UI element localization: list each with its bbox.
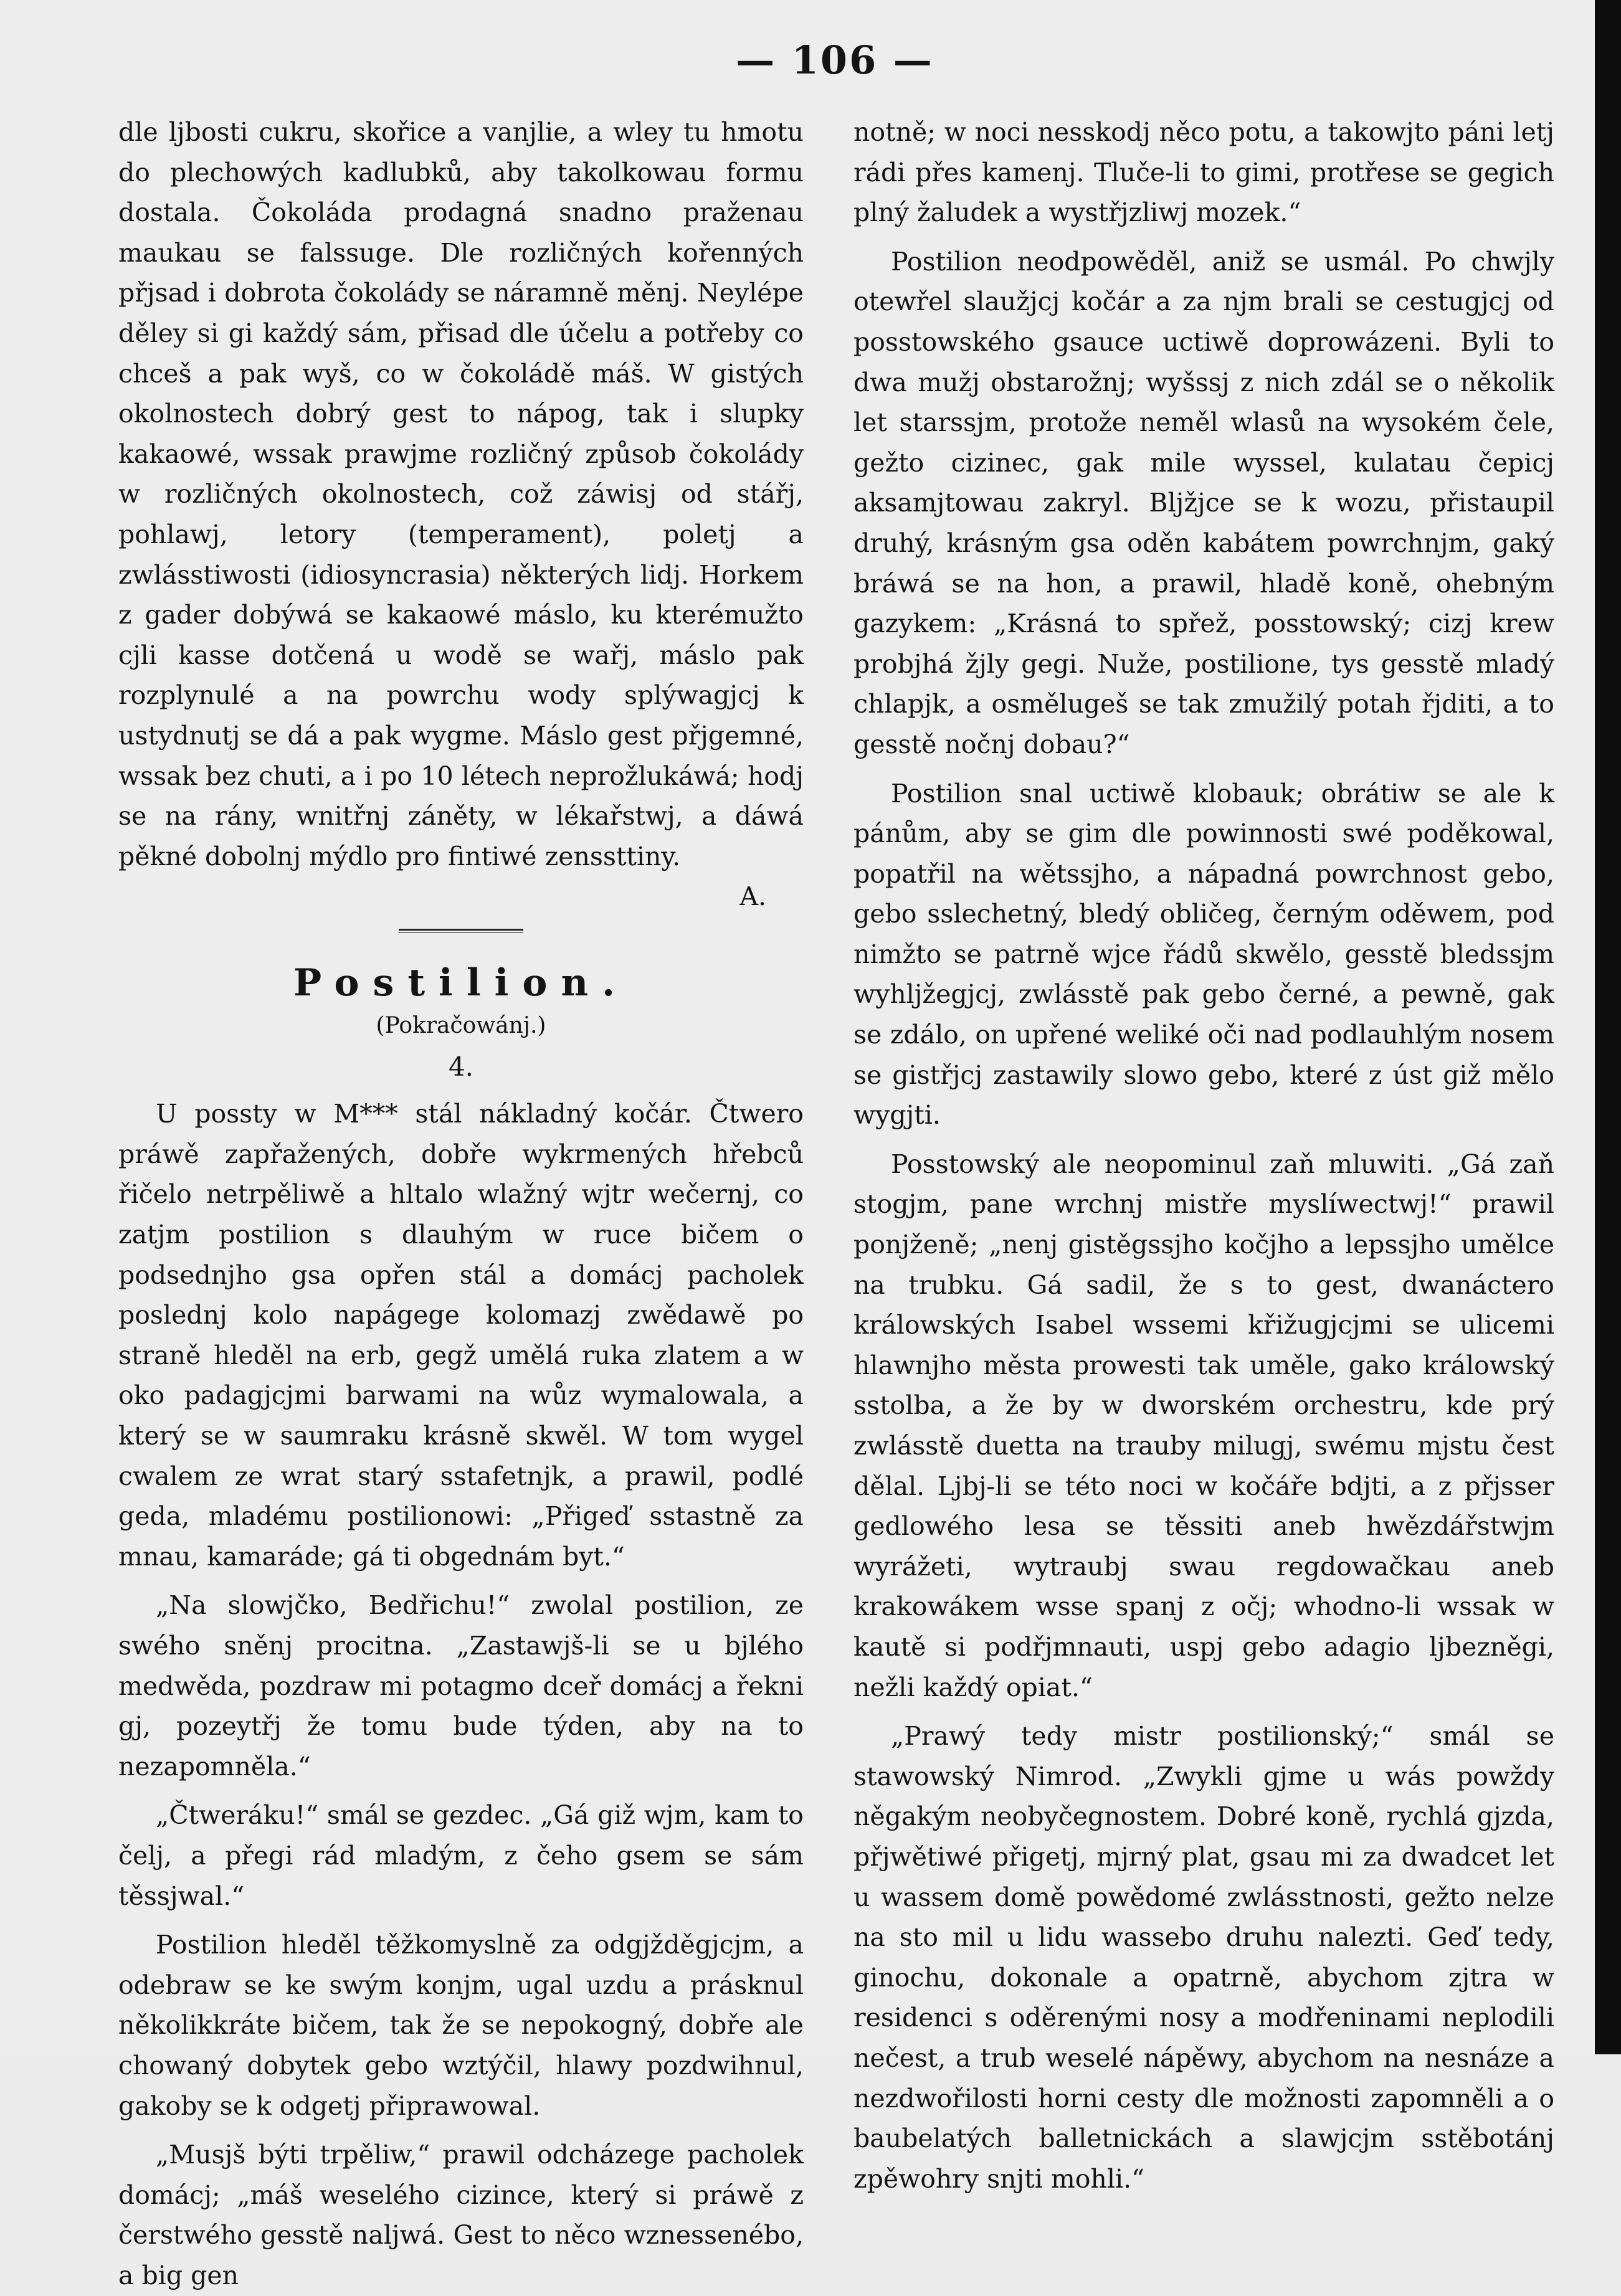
left-column <box>118 112 804 2296</box>
left-paragraph-6: „Musjš býti trpěliw,“ prawil odcházege pacholek domácj; „máš weselého cizince, který si práwě z čerstwého gesstě naljwá. Gest to něco wznessenébo, a big gen <box>118 2140 804 2290</box>
article-title: Postilion. <box>293 961 629 1005</box>
left-paragraph-5: Postilion hleděl těžkomyslně za odgjžděgjcjm, a odebraw se ke swým konjm, ugal uzdu a prásknul několikkráte bičem, tak že se nepokogný, dobře ale chowaný dobytek gebo wztýčil, hlawy pozdwihnul, gakoby se k odgetj připrawowal. <box>118 1930 804 2121</box>
page-number: — 106 — <box>736 37 934 83</box>
left-paragraph-4: „Čtweráku!“ smál se gezdec. „Gá giž wjm, kam to čelj, a přegi rád mladým, z čeho gsem se sám těssjwal.“ <box>118 1800 804 1911</box>
article-subtitle: (Pokračowánj.) <box>376 1013 546 1039</box>
section-divider <box>399 929 523 933</box>
right-paragraph-3: Postilion snal uctiwě klobauk; obrátiw se ale k pánům, aby se gim dle powinnosti swé poděkowal, popatřil na wětssjho, a nápadná powrchnost gebo, gebo sslechetný, bledý obličeg, černým oděwem, pod nimžto se patrně wjce řádů skwělo, gesstě bledssjm wyhljžegjcj, zwlásstě pak gebo černé, a pewně, gak se zdálo, on upřené weliké oči nad podlauhlým nosem se gistřjcj zastawily slowo gebo, které z úst giž mělo wygjti. <box>853 778 1554 1131</box>
left-paragraph-3: „Na slowjčko, Bedřichu!“ zwolal postilion, ze swého sněnj procitna. „Zastawjš-li se u bjlého medwěda, pozdraw mi potagmo dceř domácj a řekni gj, pozeytřj že tomu bude týden, aby na to nezapomněla.“ <box>118 1590 804 1781</box>
scan-border <box>1595 0 1621 2054</box>
right-paragraph-5: „Prawý tedy mistr postilionský;“ smál se stawowský Nimrod. „Zwykli gjme u wás powždy něgakým neobyčegnostem. Dobré koně, rychlá gjzda, přjwětiwé přigetj, mjrný plat, gsau mi za dwadcet let u wassem domě powědomé zwlásstnosti, gežto nelze na sto mil u lidu wassebo druhu nalezti. Geď tedy, ginochu, dokonale a opatrně, abychom zjtra w residenci s oděrenými nosy a modřeninami neplodili nečest, a trub weselé nápěwy, abychom na nesnáze a nezdwořilosti horni cesty dle možnosti zapomněli a o baubelatých balletnickách a slawjcjm sstěbotánj zpěwohry snjti mohli.“ <box>853 1721 1554 2194</box>
right-paragraph-2: Postilion neodpowěděl, aniž se usmál. Po chwjly otewřel slaužjcj kočár a za njm brali se cestugjcj od posstowského gsauce uctiwě doprowázeni. Byli to dwa mužj obstarožnj; wyšssj z nich zdál se o několik let starssjm, protože neměl wlasů na wysokém čele, gežto cizinec, gak mile wyssel, kulatau čepicj aksamjtowau zakryl. Bljžjce se k wozu, přistaupil druhý, krásným gsa oděn kabátem powrchnjm, gaký bráwá se na hon, a prawil, hladě koně, ohebným gazykem: „Krásná to spřež, posstowský; cizj krew probjhá žjly gegi. Nuže, postilione, tys gesstě mladý chlapjk, a osmělugeš se tak zmužilý potah řjditi, a to gesstě nočnj dobau?“ <box>853 246 1554 759</box>
right-paragraph-1: notně; w noci nesskodj něco potu, a takowjto páni letj rádi přes kamenj. Tluče-li to gimi, protřese se gegich plný žaludek a wystřjzliwj mozek.“ <box>853 117 1554 228</box>
left-paragraph-1: dle ljbosti cukru, skořice a vanjlie, a wley tu hmotu do plechowých kadlubků, aby takolkowau formu dostala. Čokoláda prodagná snadno praženau maukau se falssuge. Dle rozličných kořenných přjsad i dobrota čokolády se náramně měnj. Neylépe děley si gi každý sám, přisad dle účelu a potřeby co chceš a pak wyš, co w čokoládě máš. W gistých okolnostech dobrý gest to nápog, tak i slupky kakaowé, wssak prawjme rozličný způsob čokolády w rozličných okolnostech, což záwisj od stářj, pohlawj, letory (temperament), poletj a zwlásstiwosti (idiosyncrasia) některých lidj. Horkem z gader dobýwá se kakaowé máslo, ku kterémužto cjli kasse dotčená u wodě se wařj, máslo pak rozplynulé a na powrchu wody splýwagjcj k ustydnutj se dá a pak wygme. Máslo gest přjgemné, wssak bez chuti, a i po 10 létech neprožlukáwá; hodj se na rány, wnitřnj záněty, w lékařstwj, a dáwá pěkné dobolnj mýdlo pro fintiwé zenssttiny. <box>118 117 804 871</box>
right-column <box>853 112 1554 2199</box>
chapter-number: 4. <box>448 1051 474 1083</box>
right-paragraph-4: Posstowský ale neopominul zaň mluwiti. „Gá zaň stogjm, pane wrchnj mistře myslíwectwj!“ prawil ponjženě; „nenj gistěgssjho kočjho a lepssjho umělce na trubku. Gá sadil, že s to gest, dwanáctero králowských Isabel wssemi křižugjcjmi se ulicemi hlawnjho města prowesti tak uměle, gako králowský sstolba, a že by w dworském orchestru, kde prý zwlásstě duetta na trauby milugj, swému mjstu čest dělal. Ljbj-li se této noci w kočáře bdjti, a z přjsser gedlowého lesa se těssiti aneb hwězdářstwjm wyrážeti, wytraubj swau regdowačkau aneb krakowákem wsse spanj z očj; whodno-li wssak w kautě si podřjmnauti, uspj gebo adagio ljbezněgi, nežli každý opiat.“ <box>853 1149 1554 1702</box>
author-signature: A. <box>739 881 766 912</box>
left-paragraph-2: U possty w M*** stál nákladný kočár. Čtwero práwě zapřažených, dobře wykrmených hřebců řičelo netrpěliwě a hltalo wlažný wjtr wečernj, co zatjm postilion s dlauhým w ruce bičem o podsednjho gsa opřen stál a domácj pacholek poslednj kolo napágege kolomazj zwědawě po straně hleděl na erb, gegž umělá ruka zlatem a w oko padagjcjmi barwami na wůz wymalowala, a který se w saumraku krásně skwěl. W tom wygel cwalem ze wrat starý sstafetnjk, a prawil, podlé geda, mladému postilionowi: „Přigeď sstastně za mnau, kamaráde; gá ti obgednám byt.“ <box>118 1099 804 1572</box>
